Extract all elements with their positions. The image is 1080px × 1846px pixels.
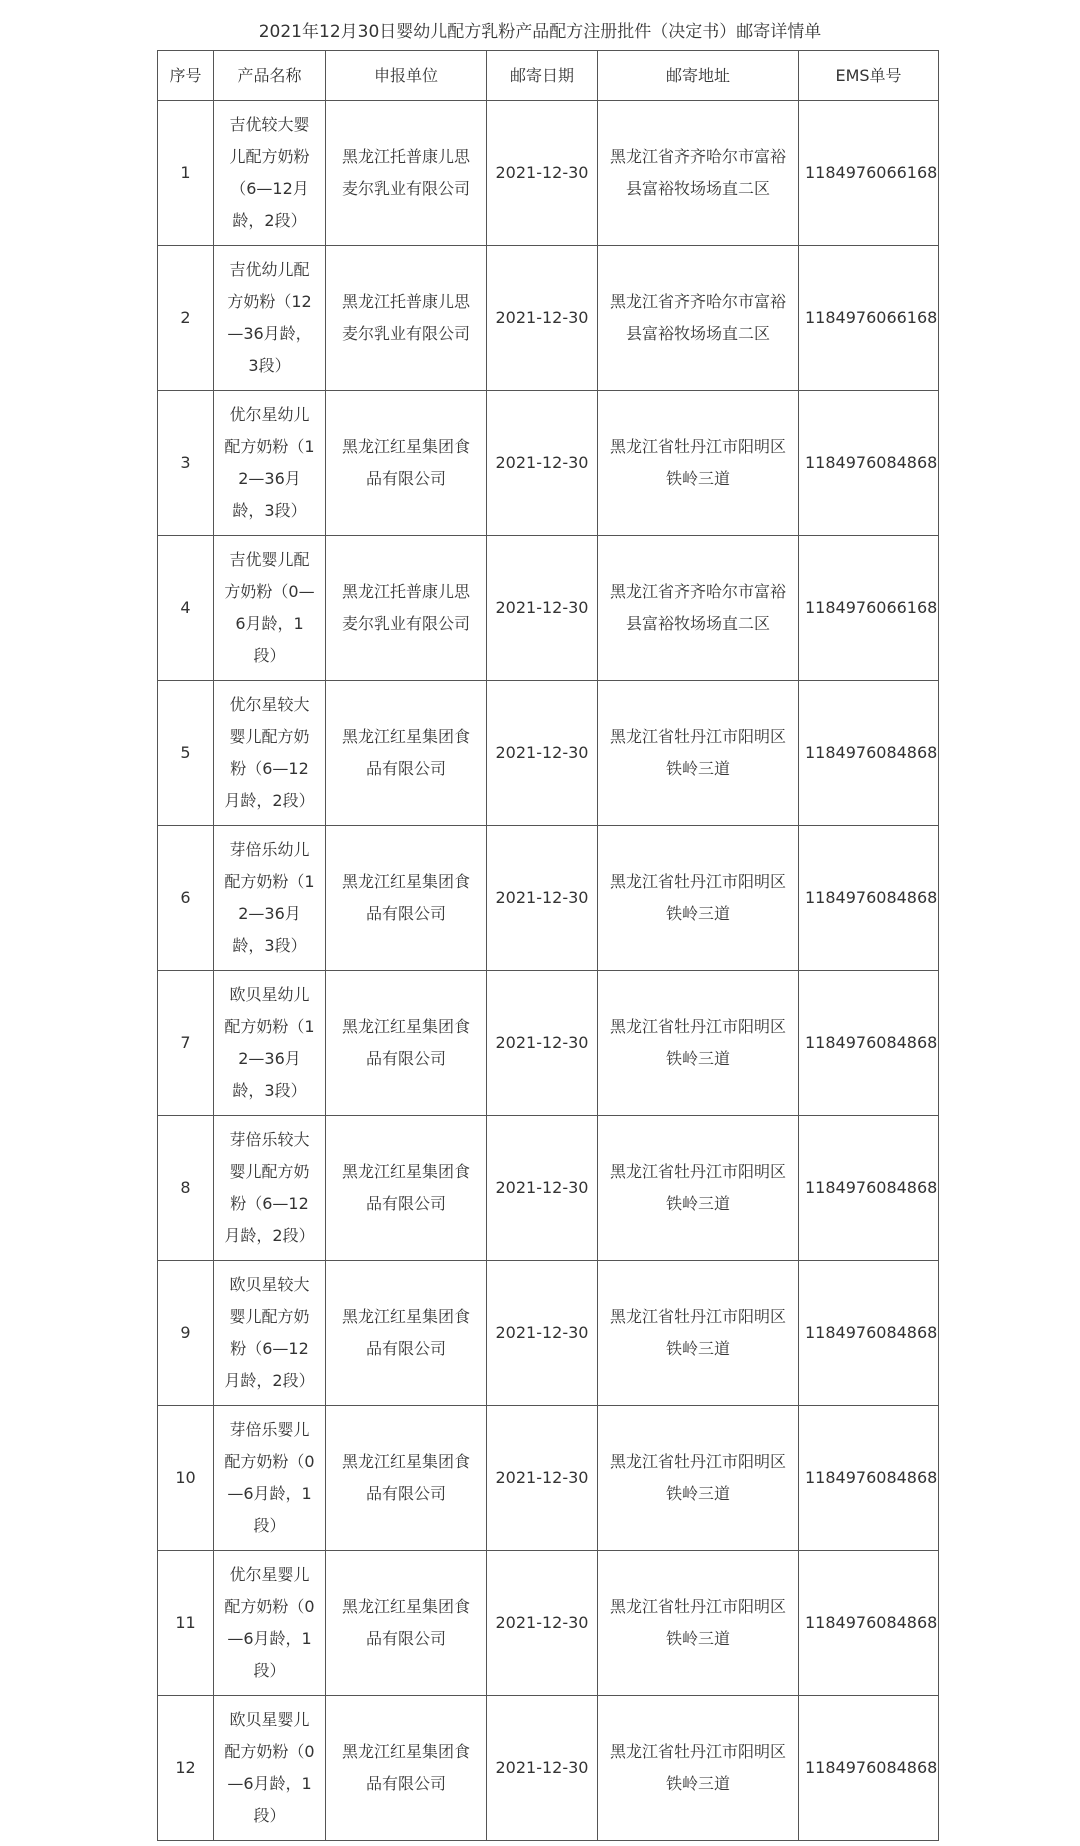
header-seq: 序号 bbox=[158, 51, 214, 101]
cell-mail-address: 黑龙江省牡丹江市阳明区铁岭三道 bbox=[598, 1696, 799, 1841]
cell-seq: 11 bbox=[158, 1551, 214, 1696]
cell-seq: 6 bbox=[158, 826, 214, 971]
cell-applicant: 黑龙江托普康儿思麦尔乳业有限公司 bbox=[326, 101, 487, 246]
cell-seq: 12 bbox=[158, 1696, 214, 1841]
header-ems-number: EMS单号 bbox=[799, 51, 939, 101]
document-title: 2021年12月30日婴幼儿配方乳粉产品配方注册批件（决定书）邮寄详情单 bbox=[258, 22, 822, 42]
cell-seq: 10 bbox=[158, 1406, 214, 1551]
cell-product-name: 芽倍乐婴儿配方奶粉（0—6月龄，1段） bbox=[214, 1406, 326, 1551]
mailing-table bbox=[157, 50, 939, 1841]
cell-ems-number: 1184976084868 bbox=[799, 826, 939, 971]
cell-product-name: 欧贝星婴儿配方奶粉（0—6月龄，1段） bbox=[214, 1696, 326, 1841]
cell-seq: 8 bbox=[158, 1116, 214, 1261]
cell-product-name: 芽倍乐较大婴儿配方奶粉（6—12月龄，2段） bbox=[214, 1116, 326, 1261]
cell-applicant: 黑龙江红星集团食品有限公司 bbox=[326, 1116, 487, 1261]
cell-mail-date: 2021-12-30 bbox=[487, 1696, 598, 1841]
cell-mail-address: 黑龙江省牡丹江市阳明区铁岭三道 bbox=[598, 971, 799, 1116]
cell-seq: 5 bbox=[158, 681, 214, 826]
cell-mail-address: 黑龙江省牡丹江市阳明区铁岭三道 bbox=[598, 826, 799, 971]
table-row bbox=[158, 391, 939, 536]
cell-mail-address: 黑龙江省齐齐哈尔市富裕县富裕牧场场直二区 bbox=[598, 101, 799, 246]
cell-mail-address: 黑龙江省牡丹江市阳明区铁岭三道 bbox=[598, 1406, 799, 1551]
cell-product-name: 吉优较大婴儿配方奶粉（6—12月龄，2段） bbox=[214, 101, 326, 246]
cell-ems-number: 1184976066168 bbox=[799, 246, 939, 391]
table-row bbox=[158, 971, 939, 1116]
cell-ems-number: 1184976066168 bbox=[799, 101, 939, 246]
cell-applicant: 黑龙江托普康儿思麦尔乳业有限公司 bbox=[326, 536, 487, 681]
table-row bbox=[158, 1551, 939, 1696]
cell-product-name: 芽倍乐幼儿配方奶粉（12—36月龄，3段） bbox=[214, 826, 326, 971]
cell-mail-address: 黑龙江省牡丹江市阳明区铁岭三道 bbox=[598, 681, 799, 826]
table-row bbox=[158, 1406, 939, 1551]
cell-mail-date: 2021-12-30 bbox=[487, 391, 598, 536]
cell-mail-date: 2021-12-30 bbox=[487, 246, 598, 391]
cell-mail-address: 黑龙江省齐齐哈尔市富裕县富裕牧场场直二区 bbox=[598, 536, 799, 681]
cell-ems-number: 1184976084868 bbox=[799, 1116, 939, 1261]
cell-mail-date: 2021-12-30 bbox=[487, 1261, 598, 1406]
cell-mail-date: 2021-12-30 bbox=[487, 1406, 598, 1551]
cell-seq: 7 bbox=[158, 971, 214, 1116]
cell-applicant: 黑龙江红星集团食品有限公司 bbox=[326, 1551, 487, 1696]
cell-product-name: 优尔星婴儿配方奶粉（0—6月龄，1段） bbox=[214, 1551, 326, 1696]
cell-ems-number: 1184976066168 bbox=[799, 536, 939, 681]
table-row bbox=[158, 101, 939, 246]
cell-mail-date: 2021-12-30 bbox=[487, 826, 598, 971]
header-mail-date: 邮寄日期 bbox=[487, 51, 598, 101]
cell-mail-date: 2021-12-30 bbox=[487, 1116, 598, 1261]
cell-ems-number: 1184976084868 bbox=[799, 681, 939, 826]
cell-product-name: 欧贝星较大婴儿配方奶粉（6—12月龄，2段） bbox=[214, 1261, 326, 1406]
cell-mail-address: 黑龙江省牡丹江市阳明区铁岭三道 bbox=[598, 1116, 799, 1261]
cell-applicant: 黑龙江托普康儿思麦尔乳业有限公司 bbox=[326, 246, 487, 391]
header-applicant: 申报单位 bbox=[326, 51, 487, 101]
cell-product-name: 欧贝星幼儿配方奶粉（12—36月龄，3段） bbox=[214, 971, 326, 1116]
cell-applicant: 黑龙江红星集团食品有限公司 bbox=[326, 826, 487, 971]
cell-mail-address: 黑龙江省牡丹江市阳明区铁岭三道 bbox=[598, 1261, 799, 1406]
cell-ems-number: 1184976084868 bbox=[799, 971, 939, 1116]
table-row bbox=[158, 681, 939, 826]
cell-seq: 2 bbox=[158, 246, 214, 391]
table-row bbox=[158, 826, 939, 971]
cell-applicant: 黑龙江红星集团食品有限公司 bbox=[326, 391, 487, 536]
table-row bbox=[158, 1116, 939, 1261]
cell-seq: 3 bbox=[158, 391, 214, 536]
cell-ems-number: 1184976084868 bbox=[799, 1551, 939, 1696]
header-product-name: 产品名称 bbox=[214, 51, 326, 101]
table-header-row bbox=[158, 51, 939, 101]
cell-mail-address: 黑龙江省齐齐哈尔市富裕县富裕牧场场直二区 bbox=[598, 246, 799, 391]
cell-applicant: 黑龙江红星集团食品有限公司 bbox=[326, 971, 487, 1116]
cell-mail-date: 2021-12-30 bbox=[487, 971, 598, 1116]
cell-product-name: 吉优婴儿配方奶粉（0—6月龄，1段） bbox=[214, 536, 326, 681]
cell-applicant: 黑龙江红星集团食品有限公司 bbox=[326, 1696, 487, 1841]
cell-mail-date: 2021-12-30 bbox=[487, 1551, 598, 1696]
cell-product-name: 优尔星幼儿配方奶粉（12—36月龄，3段） bbox=[214, 391, 326, 536]
cell-ems-number: 1184976084868 bbox=[799, 1406, 939, 1551]
cell-applicant: 黑龙江红星集团食品有限公司 bbox=[326, 1261, 487, 1406]
table-row bbox=[158, 1261, 939, 1406]
cell-seq: 4 bbox=[158, 536, 214, 681]
cell-mail-date: 2021-12-30 bbox=[487, 101, 598, 246]
cell-product-name: 吉优幼儿配方奶粉（12—36月龄，3段） bbox=[214, 246, 326, 391]
cell-mail-address: 黑龙江省牡丹江市阳明区铁岭三道 bbox=[598, 391, 799, 536]
cell-seq: 1 bbox=[158, 101, 214, 246]
cell-applicant: 黑龙江红星集团食品有限公司 bbox=[326, 681, 487, 826]
cell-ems-number: 1184976084868 bbox=[799, 1696, 939, 1841]
cell-product-name: 优尔星较大婴儿配方奶粉（6—12月龄，2段） bbox=[214, 681, 326, 826]
table-row bbox=[158, 1696, 939, 1841]
header-mail-address: 邮寄地址 bbox=[598, 51, 799, 101]
table-row bbox=[158, 536, 939, 681]
cell-applicant: 黑龙江红星集团食品有限公司 bbox=[326, 1406, 487, 1551]
table-row bbox=[158, 246, 939, 391]
cell-mail-date: 2021-12-30 bbox=[487, 536, 598, 681]
cell-seq: 9 bbox=[158, 1261, 214, 1406]
cell-mail-address: 黑龙江省牡丹江市阳明区铁岭三道 bbox=[598, 1551, 799, 1696]
cell-mail-date: 2021-12-30 bbox=[487, 681, 598, 826]
cell-ems-number: 1184976084868 bbox=[799, 1261, 939, 1406]
cell-ems-number: 1184976084868 bbox=[799, 391, 939, 536]
